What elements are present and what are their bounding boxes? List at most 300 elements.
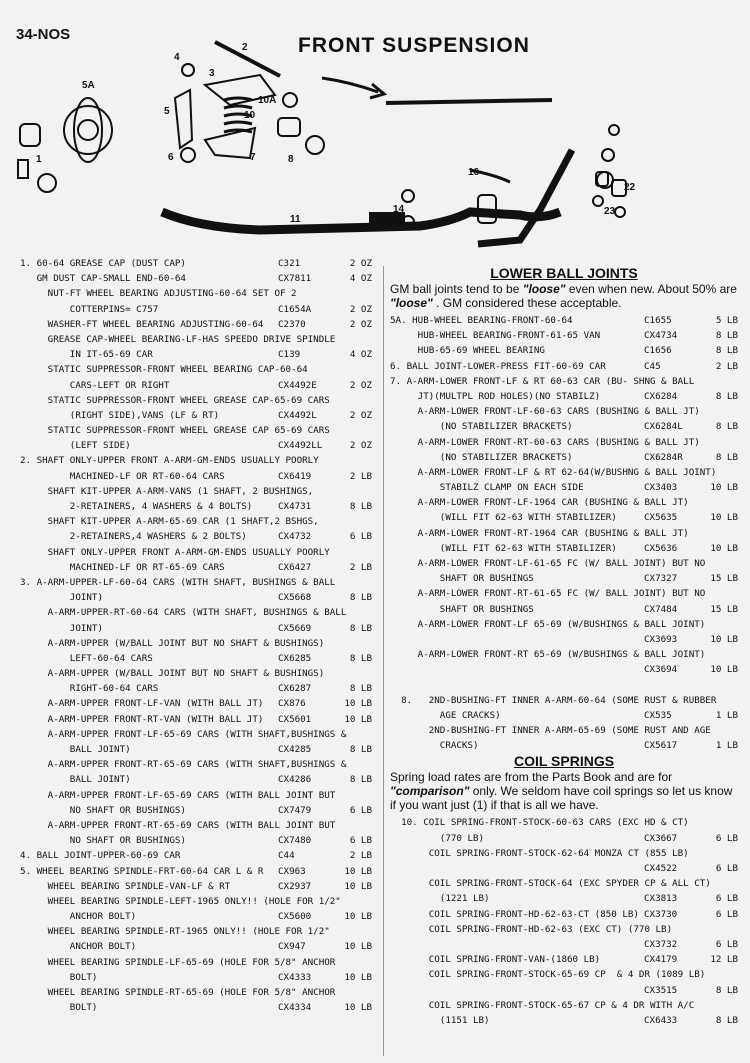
- coil-spring-note: Spring load rates are from the Parts Book and are for "comparison" only. We seldom have coil springs so let us know if you want just (1) if that is all we have.: [390, 770, 733, 813]
- part-description: HUB-WHEEL BEARING-FRONT-61-65 VAN: [390, 330, 601, 342]
- list-item: [390, 723, 738, 738]
- list-item: [390, 359, 738, 374]
- part-description: A-ARM-UPPER FRONT-RT-65-69 CARS (WITH SHAFT,BUSHINGS &: [20, 759, 347, 771]
- list-item: [20, 514, 372, 529]
- frame-crossmember: [162, 212, 560, 230]
- part-number: CX4285: [278, 744, 312, 755]
- list-item: [20, 742, 372, 757]
- part-number: CX4179: [644, 954, 678, 966]
- list-item: [20, 362, 372, 377]
- part-number: CX4492E: [278, 379, 317, 391]
- label-10: 10: [244, 110, 256, 121]
- part-number: CX5617: [644, 740, 678, 752]
- part-number: CX7811: [278, 273, 312, 285]
- part-description: MACHINED-LF OR RT-65-69 CARS: [20, 561, 225, 573]
- part-number: CX3813: [644, 893, 678, 905]
- part-description: JOINT): [20, 622, 103, 634]
- list-item: [390, 678, 738, 693]
- part-number: C1655: [644, 315, 672, 326]
- list-item: [20, 408, 372, 423]
- list-item: [390, 1013, 738, 1028]
- label-7: 7: [250, 152, 256, 163]
- part-weight: 1 LB: [715, 740, 738, 752]
- part-description: 1. 60-64 GREASE CAP (DUST CAP): [20, 258, 186, 269]
- part-description: SHAFT KIT-UPPER A-ARM-65-69 CAR (1 SHAFT,2 BSHGS,: [20, 516, 319, 528]
- list-item: [20, 833, 372, 848]
- list-item: [390, 998, 738, 1013]
- list-item: [390, 632, 738, 647]
- part-description: 10. COIL SPRING-FRONT-STOCK-60-63 CARS (EXC HD & CT): [390, 817, 689, 829]
- list-item: [20, 636, 372, 651]
- part-weight: 1 LB: [715, 709, 738, 721]
- part-number: CX6433: [644, 1014, 678, 1026]
- part-number: CX3694: [644, 664, 678, 676]
- list-item: [20, 484, 372, 499]
- part-number: CX3403: [644, 482, 678, 494]
- part-number: C321: [278, 258, 301, 269]
- part-description: AGE CRACKS): [390, 709, 501, 721]
- part-weight: 10 LB: [710, 542, 738, 554]
- part-number: CX876: [278, 698, 306, 710]
- part-description: 2-RETAINERS, 4 WASHERS & 4 BOLTS): [20, 501, 253, 512]
- part-description: BALL JOINT): [20, 774, 131, 786]
- list-item: [390, 983, 738, 998]
- part-description: A-ARM-UPPER FRONT-RT-VAN (WITH BALL JT): [20, 713, 264, 725]
- part-description: (1151 LB): [390, 1014, 490, 1026]
- list-item: [20, 621, 372, 636]
- part-description: NO SHAFT OR BUSHINGS): [20, 835, 186, 847]
- list-item: [20, 712, 372, 727]
- part-number: CX4732: [278, 531, 312, 543]
- part-number: CX4333: [278, 971, 312, 983]
- part-number: CX5601: [278, 713, 312, 725]
- list-item: [390, 815, 738, 830]
- part-description: WHEEL BEARING SPINDLE-RT-65-69 (HOLE FOR 5/8" ANCHOR: [20, 987, 336, 998]
- part-weight: 4 OZ: [349, 273, 372, 285]
- part-number: CX7479: [278, 804, 312, 816]
- list-item: [390, 450, 738, 465]
- part-weight: 10 LB: [344, 713, 372, 725]
- list-item: [20, 529, 372, 544]
- list-item: [390, 495, 738, 510]
- label-4: 4: [174, 52, 180, 63]
- part-description: A-ARM-LOWER FRONT-LF 65-69 (W/BUSHINGS & BALL JOINT): [390, 618, 706, 630]
- part-description: SHAFT KIT-UPPER A-ARM-VANS (1 SHAFT, 2 BUSHINGS,: [20, 485, 314, 497]
- part-number: CX4731: [278, 501, 312, 512]
- part-description: 2ND-BUSHING-FT INNER A-ARM-65-69 (SOME RUST AND AGE: [390, 725, 711, 737]
- list-item: [20, 590, 372, 605]
- part-description: (LEFT SIDE): [20, 440, 131, 452]
- suspension-diagram: [0, 0, 750, 260]
- column-divider: [383, 266, 384, 1056]
- part-number: CX6284L: [644, 421, 683, 433]
- list-item: [390, 846, 738, 861]
- part-description: BALL JOINT): [20, 744, 131, 755]
- list-item: [20, 985, 372, 1000]
- part-description: BOLT): [20, 971, 98, 983]
- ball-joint-items: [390, 313, 738, 753]
- label-16: 16: [468, 167, 480, 178]
- list-item: [20, 256, 372, 271]
- list-item: [390, 647, 738, 662]
- list-item: [20, 894, 372, 909]
- part-description: A-ARM-LOWER FRONT-RT-61-65 FC (W/ BALL JOINT) BUT NO: [390, 588, 706, 600]
- list-item: [390, 328, 738, 343]
- list-item: [390, 571, 738, 586]
- part-description: A-ARM-LOWER FRONT-LF-60-63 CARS (BUSHING & BALL JT): [390, 406, 700, 418]
- part-description: 3. A-ARM-UPPER-LF-60-64 CARS (WITH SHAFT, BUSHINGS & BALL: [20, 576, 336, 588]
- part-description: SHAFT ONLY-UPPER FRONT A-ARM-GM-ENDS USUALLY POORLY: [20, 546, 330, 558]
- list-item: [390, 738, 738, 753]
- label-10a: 10A: [258, 95, 277, 106]
- part-weight: 8 LB: [715, 421, 738, 433]
- part-description: 4. BALL JOINT-UPPER-60-69 CAR: [20, 850, 181, 862]
- list-item: [20, 848, 372, 863]
- list-item: [390, 907, 738, 922]
- part-description: MACHINED-LF OR RT-60-64 CARS: [20, 470, 225, 482]
- list-item: [20, 651, 372, 666]
- part-weight: 10 LB: [344, 911, 372, 923]
- part-description: (NO STABILIZER BRACKETS): [390, 421, 573, 433]
- part-weight: 10 LB: [344, 941, 372, 953]
- part-weight: 10 LB: [710, 633, 738, 645]
- list-item: [390, 952, 738, 967]
- part-number: CX5669: [278, 622, 312, 634]
- part-description: WHEEL BEARING SPINDLE-LEFT-1965 ONLY!! (HOLE FOR 1/2": [20, 895, 341, 907]
- part-number: CX5635: [644, 512, 678, 524]
- part-weight: 8 LB: [349, 744, 372, 755]
- list-item: [20, 332, 372, 347]
- part-weight: 8 LB: [715, 330, 738, 342]
- list-item: [390, 586, 738, 601]
- part-description: A-ARM-LOWER FRONT-LF-61-65 FC (W/ BALL JOINT) BUT NO: [390, 558, 706, 569]
- list-item: [20, 469, 372, 484]
- part-weight: 10 LB: [710, 664, 738, 676]
- list-item: [390, 389, 738, 404]
- part-description: STATIC SUPPRESSOR-FRONT WHEEL BEARING CAP-60-64: [20, 364, 308, 376]
- part-description: IN IT-65-69 CAR: [20, 349, 153, 361]
- list-item: [390, 435, 738, 450]
- part-description: COTTERPINS= C757: [20, 303, 159, 315]
- part-number: CX2937: [278, 880, 312, 892]
- list-item: [20, 788, 372, 803]
- part-number: C1656: [644, 345, 672, 357]
- list-item: [390, 526, 738, 541]
- part-number: C2370: [278, 318, 306, 330]
- part-weight: 8 LB: [715, 1014, 738, 1026]
- part-description: (NO STABILIZER BRACKETS): [390, 451, 573, 463]
- list-item: [20, 286, 372, 301]
- list-item: [20, 939, 372, 954]
- part-description: WHEEL BEARING SPINDLE-LF-65-69 (HOLE FOR 5/8" ANCHOR: [20, 956, 336, 968]
- list-item: [390, 876, 738, 891]
- part-description: A-ARM-UPPER FRONT-LF-65-69 CARS (WITH BALL JOINT BUT: [20, 789, 336, 801]
- part-description: COIL SPRING-FRONT-STOCK-65-67 CP & 4 DR WITH A/C: [390, 999, 695, 1011]
- part-weight: 8 LB: [715, 984, 738, 996]
- coil-springs-heading: COIL SPRINGS: [513, 753, 615, 770]
- list-item: [390, 891, 738, 906]
- list-item: [390, 556, 738, 571]
- list-item: [390, 937, 738, 952]
- part-weight: 2 LB: [349, 470, 372, 482]
- part-weight: 10 LB: [344, 1002, 372, 1014]
- part-description: COIL SPRING-FRONT-STOCK-65-69 CP & 4 DR (1089 LB): [390, 969, 706, 981]
- part-description: 5. WHEEL BEARING SPINDLE-FRT-60-64 CAR L & R: [20, 865, 264, 877]
- list-item: [20, 393, 372, 408]
- list-item: [20, 271, 372, 286]
- part-weight: 10 LB: [344, 971, 372, 983]
- label-6: 6: [168, 152, 174, 163]
- part-description: (770 LB): [390, 832, 485, 844]
- part-description: BOLT): [20, 1002, 98, 1014]
- part-description: A-ARM-UPPER (W/BALL JOINT BUT NO SHAFT & BUSHINGS): [20, 668, 325, 680]
- part-weight: 8 LB: [715, 345, 738, 357]
- part-weight: 2 OZ: [349, 409, 372, 421]
- part-weight: 8 LB: [349, 774, 372, 786]
- part-description: SHAFT OR BUSHINGS: [390, 603, 534, 615]
- part-weight: 10 LB: [344, 880, 372, 892]
- part-description: A-ARM-UPPER-RT-60-64 CARS (WITH SHAFT, BUSHINGS & BALL: [20, 607, 347, 619]
- part-weight: 15 LB: [710, 573, 738, 585]
- part-description: 5A. HUB-WHEEL BEARING-FRONT-60-64: [390, 315, 573, 326]
- list-item: [390, 967, 738, 982]
- part-weight: 2 OZ: [349, 258, 372, 269]
- right-parts-list: [390, 265, 738, 1028]
- list-item: [20, 1000, 372, 1015]
- part-description: STATIC SUPPRESSOR-FRONT WHEEL GREASE CAP-65-69 CARS: [20, 394, 330, 406]
- list-item: [390, 617, 738, 632]
- part-number: CX6427: [278, 561, 312, 573]
- part-weight: 8 LB: [349, 622, 372, 634]
- list-item: [20, 302, 372, 317]
- part-number: C1654A: [278, 303, 312, 315]
- label-11: 11: [290, 214, 301, 225]
- part-description: NO SHAFT OR BUSHINGS): [20, 804, 186, 816]
- part-description: A-ARM-LOWER FRONT-LF-1964 CAR (BUSHING & BALL JT): [390, 497, 689, 509]
- part-description: COIL SPRING-FRONT-VAN-(1860 LB): [390, 954, 601, 966]
- part-number: C139: [278, 349, 301, 361]
- coil-spring-items: [390, 815, 738, 1028]
- hub-5a: [64, 106, 112, 154]
- part-description: A-ARM-UPPER FRONT-RT-65-69 CARS (WITH BALL JOINT BUT: [20, 819, 336, 831]
- list-item: [20, 575, 372, 590]
- list-item: [20, 864, 372, 879]
- list-item: [390, 465, 738, 480]
- part-weight: 6 LB: [349, 835, 372, 847]
- part-description: STATIC SUPPRESSOR-FRONT WHEEL GREASE CAP 65-69 CARS: [20, 425, 330, 437]
- part-description: A-ARM-UPPER FRONT-LF-VAN (WITH BALL JT): [20, 698, 264, 710]
- part-description: ANCHOR BOLT): [20, 941, 137, 953]
- part-number: C44: [278, 850, 295, 862]
- label-23: 23: [604, 206, 616, 217]
- part-number: CX4734: [644, 330, 678, 342]
- list-item: [390, 419, 738, 434]
- label-14: 14: [393, 204, 405, 215]
- part-weight: 15 LB: [710, 603, 738, 615]
- list-item: [390, 541, 738, 556]
- part-number: CX6284: [644, 390, 678, 402]
- list-item: [20, 909, 372, 924]
- part-description: (WILL FIT 62-63 WITH STABILIZER): [390, 512, 617, 524]
- list-item: [390, 343, 738, 358]
- part-weight: 4 OZ: [349, 349, 372, 361]
- label-1: 1: [36, 154, 42, 165]
- part-description: SHAFT OR BUSHINGS: [390, 573, 534, 585]
- part-weight: 8 LB: [715, 390, 738, 402]
- list-item: [20, 560, 372, 575]
- part-weight: 2 LB: [349, 561, 372, 573]
- list-item: [20, 727, 372, 742]
- part-number: CX3667: [644, 832, 678, 844]
- page-number: 34-NOS: [16, 26, 71, 43]
- part-number: CX6419: [278, 470, 312, 482]
- label-8: 8: [288, 154, 294, 165]
- part-description: A-ARM-LOWER FRONT-RT 65-69 (W/BUSHINGS & BALL JOINT): [390, 649, 706, 661]
- part-description: LEFT-60-64 CARS: [20, 652, 153, 664]
- label-22: 22: [624, 182, 636, 193]
- part-description: RIGHT-60-64 CARS: [20, 683, 159, 695]
- list-item: [20, 879, 372, 894]
- part-weight: 6 LB: [715, 832, 738, 844]
- list-item: [390, 861, 738, 876]
- part-number: CX7327: [644, 573, 678, 585]
- part-number: CX3730: [644, 908, 678, 920]
- part-description: CARS-LEFT OR RIGHT: [20, 379, 170, 391]
- part-weight: 2 OZ: [349, 318, 372, 330]
- part-number: CX4522: [644, 863, 678, 874]
- part-weight: 10 LB: [344, 865, 372, 877]
- part-description: COIL SPRING-FRONT-STOCK-62-64 MONZA CT (855 LB): [390, 847, 689, 859]
- part-weight: 6 LB: [349, 531, 372, 543]
- part-number: CX4492LL: [278, 440, 323, 452]
- part-number: CX5668: [278, 592, 312, 604]
- part-description: A-ARM-LOWER FRONT-LF & RT 62-64(W/BUSHNG & BALL JOINT): [390, 466, 717, 478]
- part-description: 7. A-ARM-LOWER FRONT-LF & RT 60-63 CAR (BU- SHNG & BALL: [390, 375, 695, 387]
- part-description: 8. 2ND-BUSHING-FT INNER A-ARM-60-64 (SOME RUST & RUBBER: [390, 694, 717, 706]
- list-item: [20, 438, 372, 453]
- part-weight: 8 LB: [349, 683, 372, 695]
- part-description: A-ARM-UPPER (W/BALL JOINT BUT NO SHAFT & BUSHINGS): [20, 637, 325, 649]
- part-weight: 8 LB: [349, 592, 372, 604]
- part-description: NUT-FT WHEEL BEARING ADJUSTING-60-64 SET OF 2: [20, 288, 297, 300]
- part-number: CX7484: [644, 603, 678, 615]
- part-weight: 6 LB: [715, 863, 738, 874]
- part-number: CX3693: [644, 633, 678, 645]
- part-number: CX4492L: [278, 409, 317, 421]
- list-item: [20, 803, 372, 818]
- list-item: [20, 955, 372, 970]
- part-number: CX4334: [278, 1002, 312, 1014]
- list-item: [20, 545, 372, 560]
- list-item: [390, 922, 738, 937]
- part-number: CX5600: [278, 911, 312, 923]
- part-description: HUB-65-69 WHEEL BEARING: [390, 345, 545, 357]
- part-weight: 2 OZ: [349, 303, 372, 315]
- list-item: [20, 772, 372, 787]
- part-description: 2. SHAFT ONLY-UPPER FRONT A-ARM-GM-ENDS USUALLY POORLY: [20, 455, 319, 467]
- part-description: (RIGHT SIDE),VANS (LF & RT): [20, 409, 220, 421]
- list-item: [20, 681, 372, 696]
- list-item: [20, 924, 372, 939]
- label-5: 5: [164, 106, 170, 117]
- part-description: 2-RETAINERS,4 WASHERS & 2 BOLTS): [20, 531, 247, 543]
- part-description: STABILZ CLAMP ON EACH SIDE: [390, 482, 584, 494]
- part-description: (WILL FIT 62-63 WITH STABILIZER): [390, 542, 617, 554]
- part-number: CX963: [278, 865, 306, 877]
- part-description: JOINT): [20, 592, 103, 604]
- part-description: CRACKS): [390, 740, 479, 752]
- list-item: [20, 666, 372, 681]
- left-parts-list: [20, 256, 372, 1015]
- part-description: A-ARM-LOWER FRONT-RT-1964 CAR (BUSHING & BALL JT): [390, 527, 689, 539]
- part-description: 6. BALL JOINT-LOWER-PRESS FIT-60-69 CAR: [390, 360, 606, 372]
- list-item: [20, 347, 372, 362]
- part-weight: 2 OZ: [349, 379, 372, 391]
- part-weight: 8 LB: [715, 451, 738, 463]
- part-weight: 6 LB: [349, 804, 372, 816]
- list-item: [20, 970, 372, 985]
- part-weight: 2 LB: [715, 360, 738, 372]
- part-weight: 10 LB: [710, 512, 738, 524]
- part-description: JT)(MULTPL ROD HOLES)(NO STABILZ): [390, 390, 601, 402]
- part-number: CX6284R: [644, 451, 683, 463]
- list-item: [390, 708, 738, 723]
- list-item: [20, 423, 372, 438]
- part-weight: 12 LB: [710, 954, 738, 966]
- part-number: C45: [644, 360, 661, 372]
- list-item: [390, 374, 738, 389]
- part-description: ANCHOR BOLT): [20, 911, 137, 923]
- part-weight: 10 LB: [344, 698, 372, 710]
- list-item: [20, 696, 372, 711]
- part-weight: 2 LB: [349, 850, 372, 862]
- part-description: COIL SPRING-FRONT-STOCK-64 (EXC SPYDER CP & ALL CT): [390, 878, 711, 890]
- list-item: [20, 818, 372, 833]
- list-item: [390, 480, 738, 495]
- part-weight: 5 LB: [715, 315, 738, 326]
- part-weight: 6 LB: [715, 908, 738, 920]
- part-weight: 8 LB: [349, 501, 372, 512]
- list-item: [390, 662, 738, 677]
- part-number: CX947: [278, 941, 306, 953]
- part-number: CX6287: [278, 683, 312, 695]
- part-description: A-ARM-LOWER FRONT-RT-60-63 CARS (BUSHING & BALL JT): [390, 436, 700, 448]
- list-item: [390, 313, 738, 328]
- ball-joint-note: GM ball joints tend to be "loose" even when new. About 50% are "loose" . GM considered these acceptable.: [390, 282, 737, 310]
- lower-ball-joints-heading: LOWER BALL JOINTS: [490, 265, 638, 281]
- list-item: [390, 602, 738, 617]
- part-description: (1221 LB): [390, 893, 490, 905]
- part-number: CX5636: [644, 542, 678, 554]
- part-description: A-ARM-UPPER FRONT-LF-65-69 CARS (WITH SHAFT,BUSHINGS &: [20, 728, 347, 740]
- label-5a: 5A: [82, 80, 95, 91]
- list-item: [20, 378, 372, 393]
- list-item: [20, 317, 372, 332]
- list-item: [20, 499, 372, 514]
- part-description: COIL SPRING-FRONT-HD-62-63-CT (850 LB): [390, 908, 639, 920]
- part-number: CX6285: [278, 652, 312, 664]
- part-number: CX7480: [278, 835, 312, 847]
- part-description: GM DUST CAP-SMALL END-60-64: [20, 273, 186, 285]
- part-description: WASHER-FT WHEEL BEARING ADJUSTING-60-64: [20, 318, 264, 330]
- part-number: CX3732: [644, 938, 678, 950]
- label-3: 3: [209, 68, 215, 79]
- part-number: CX535: [644, 709, 672, 721]
- part-weight: 6 LB: [715, 893, 738, 905]
- part-description: WHEEL BEARING SPINDLE-VAN-LF & RT: [20, 880, 231, 892]
- list-item: [20, 453, 372, 468]
- list-item: [20, 605, 372, 620]
